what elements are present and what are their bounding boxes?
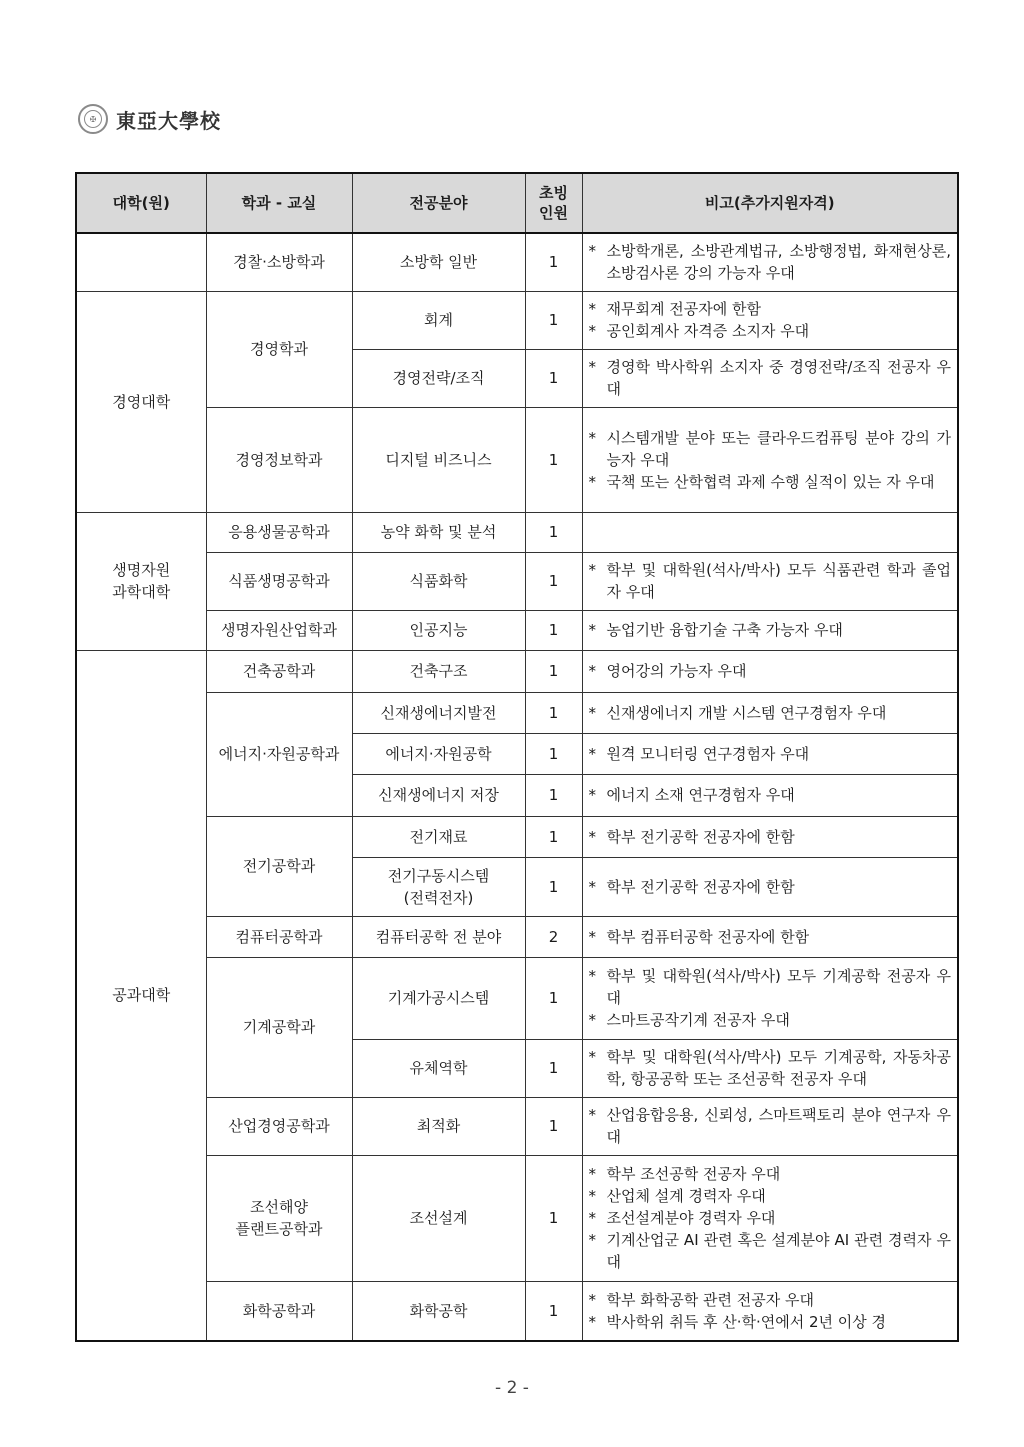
notes-cell (582, 957, 958, 1039)
notes-cell (582, 552, 958, 610)
university-name: 東亞大學校 (116, 108, 221, 133)
table-row (76, 233, 958, 291)
notes-cell (582, 610, 958, 650)
notes-cell (582, 1281, 958, 1341)
notes-cell (582, 407, 958, 512)
table-row (76, 816, 958, 857)
note-item: * 스마트공작기계 전공자 우대 (589, 1009, 952, 1031)
department-cell: 에너지·자원공학과 (206, 692, 352, 816)
table-row (76, 1155, 958, 1281)
field-cell: 디지털 비즈니스 (352, 407, 525, 512)
notes-cell (582, 816, 958, 857)
field-cell: 건축구조 (352, 650, 525, 692)
note-item: * 학부 전기공학 전공자에 한함 (589, 826, 952, 848)
department-cell: 화학공학과 (206, 1281, 352, 1341)
count-cell: 1 (525, 733, 582, 774)
note-item: * 학부 및 대학원(석사/박사) 모두 기계공학 전공자 우대 (589, 965, 952, 1009)
field-cell: 화학공학 (352, 1281, 525, 1341)
college-cell: 공과대학 (76, 650, 206, 1341)
note-item: * 박사학위 취득 후 산·학·연에서 2년 이상 경 (589, 1311, 952, 1333)
notes-cell (582, 233, 958, 291)
note-item: * 학부 및 대학원(석사/박사) 모두 기계공학, 자동차공학, 항공공학 또는 조선공학 전공자 우대 (589, 1046, 952, 1090)
field-cell: 에너지·자원공학 (352, 733, 525, 774)
count-cell: 1 (525, 512, 582, 552)
notes-cell (582, 692, 958, 733)
count-cell: 1 (525, 552, 582, 610)
header-field: 전공분야 (352, 173, 525, 233)
note-item: * 국책 또는 산학협력 과제 수행 실적이 있는 자 우대 (589, 471, 952, 493)
table-row (76, 512, 958, 552)
table-row (76, 291, 958, 349)
table-row (76, 407, 958, 512)
note-item: * 경영학 박사학위 소지자 중 경영전략/조직 전공자 우대 (589, 356, 952, 400)
header-college: 대학(원) (76, 173, 206, 233)
count-cell: 1 (525, 291, 582, 349)
note-item: * 원격 모니터링 연구경험자 우대 (589, 743, 952, 765)
note-item: * 영어강의 가능자 우대 (589, 660, 952, 682)
department-cell: 전기공학과 (206, 816, 352, 916)
note-item: * 신재생에너지 개발 시스템 연구경험자 우대 (589, 702, 952, 724)
department-cell: 건축공학과 (206, 650, 352, 692)
department-cell: 응용생물공학과 (206, 512, 352, 552)
count-cell: 1 (525, 233, 582, 291)
table-row (76, 1097, 958, 1155)
note-item: * 기계산업군 AI 관련 혹은 설계분야 AI 관련 경력자 우대 (589, 1229, 952, 1273)
table-row (76, 552, 958, 610)
note-item: * 농업기반 융합기술 구축 가능자 우대 (589, 619, 952, 641)
note-item: * 학부 전기공학 전공자에 한함 (589, 876, 952, 898)
department-cell: 경찰·소방학과 (206, 233, 352, 291)
department-cell: 경영정보학과 (206, 407, 352, 512)
count-cell: 1 (525, 1281, 582, 1341)
college-cell: 경영대학 (76, 291, 206, 512)
college-cell (76, 233, 206, 291)
count-cell: 1 (525, 1155, 582, 1281)
department-cell: 기계공학과 (206, 957, 352, 1097)
department-cell: 생명자원산업학과 (206, 610, 352, 650)
count-cell: 1 (525, 349, 582, 407)
note-item: * 조선설계분야 경력자 우대 (589, 1207, 952, 1229)
field-cell: 경영전략/조직 (352, 349, 525, 407)
note-item: * 산업체 설계 경력자 우대 (589, 1185, 952, 1207)
field-cell: 최적화 (352, 1097, 525, 1155)
note-item: * 공인회계사 자격증 소지자 우대 (589, 320, 952, 342)
department-cell: 경영학과 (206, 291, 352, 407)
header-count: 초빙 인원 (525, 173, 582, 233)
notes-cell (582, 857, 958, 916)
note-item: * 학부 화학공학 관련 전공자 우대 (589, 1289, 952, 1311)
table-row (76, 1281, 958, 1341)
table-row (76, 916, 958, 957)
notes-cell (582, 916, 958, 957)
count-cell: 1 (525, 957, 582, 1039)
notes-cell (582, 291, 958, 349)
count-cell: 2 (525, 916, 582, 957)
field-cell: 신재생에너지발전 (352, 692, 525, 733)
department-cell: 컴퓨터공학과 (206, 916, 352, 957)
field-cell: 기계가공시스템 (352, 957, 525, 1039)
table-row (76, 610, 958, 650)
notes-cell (582, 650, 958, 692)
field-cell: 신재생에너지 저장 (352, 774, 525, 816)
university-logo (78, 100, 221, 138)
notes-cell (582, 774, 958, 816)
field-cell: 전기구동시스템 (전력전자) (352, 857, 525, 916)
notes-cell (582, 1155, 958, 1281)
field-cell: 농약 화학 및 분석 (352, 512, 525, 552)
count-cell: 1 (525, 774, 582, 816)
table-row (76, 650, 958, 692)
header-department: 학과 - 교실 (206, 173, 352, 233)
field-cell: 전기재료 (352, 816, 525, 857)
field-cell: 유체역학 (352, 1039, 525, 1097)
field-cell: 조선설계 (352, 1155, 525, 1281)
notes-cell (582, 349, 958, 407)
field-cell: 컴퓨터공학 전 분야 (352, 916, 525, 957)
notes-cell (582, 512, 958, 552)
count-cell: 1 (525, 407, 582, 512)
college-cell: 생명자원 과학대학 (76, 512, 206, 650)
note-item: * 산업융합응용, 신뢰성, 스마트팩토리 분야 연구자 우대 (589, 1104, 952, 1148)
table-header-row (76, 173, 958, 233)
field-cell: 식품화학 (352, 552, 525, 610)
notes-cell (582, 1039, 958, 1097)
table-row (76, 957, 958, 1039)
field-cell: 소방학 일반 (352, 233, 525, 291)
notes-cell (582, 733, 958, 774)
header-notes: 비고(추가지원자격) (582, 173, 958, 233)
department-cell: 산업경영공학과 (206, 1097, 352, 1155)
count-cell: 1 (525, 1039, 582, 1097)
count-cell: 1 (525, 650, 582, 692)
count-cell: 1 (525, 610, 582, 650)
note-item: * 시스템개발 분야 또는 클라우드컴퓨팅 분야 강의 가능자 우대 (589, 427, 952, 471)
page-number: - 2 - (495, 1378, 529, 1398)
count-cell: 1 (525, 692, 582, 733)
note-item: * 학부 및 대학원(석사/박사) 모두 식품관련 학과 졸업자 우대 (589, 559, 952, 603)
department-cell: 식품생명공학과 (206, 552, 352, 610)
recruitment-table (75, 172, 959, 1342)
count-cell: 1 (525, 1097, 582, 1155)
count-cell: 1 (525, 857, 582, 916)
university-seal-icon: ✠ (78, 104, 108, 134)
count-cell: 1 (525, 816, 582, 857)
field-cell: 회계 (352, 291, 525, 349)
note-item: * 학부 컴퓨터공학 전공자에 한함 (589, 926, 952, 948)
department-cell: 조선해양 플랜트공학과 (206, 1155, 352, 1281)
note-item: * 소방학개론, 소방관계법규, 소방행정법, 화재현상론, 소방검사론 강의 가능자 우대 (589, 240, 952, 284)
field-cell: 인공지능 (352, 610, 525, 650)
table-row (76, 692, 958, 733)
notes-cell (582, 1097, 958, 1155)
note-item: * 학부 조선공학 전공자 우대 (589, 1163, 952, 1185)
note-item: * 재무회계 전공자에 한함 (589, 298, 952, 320)
note-item: * 에너지 소재 연구경험자 우대 (589, 784, 952, 806)
